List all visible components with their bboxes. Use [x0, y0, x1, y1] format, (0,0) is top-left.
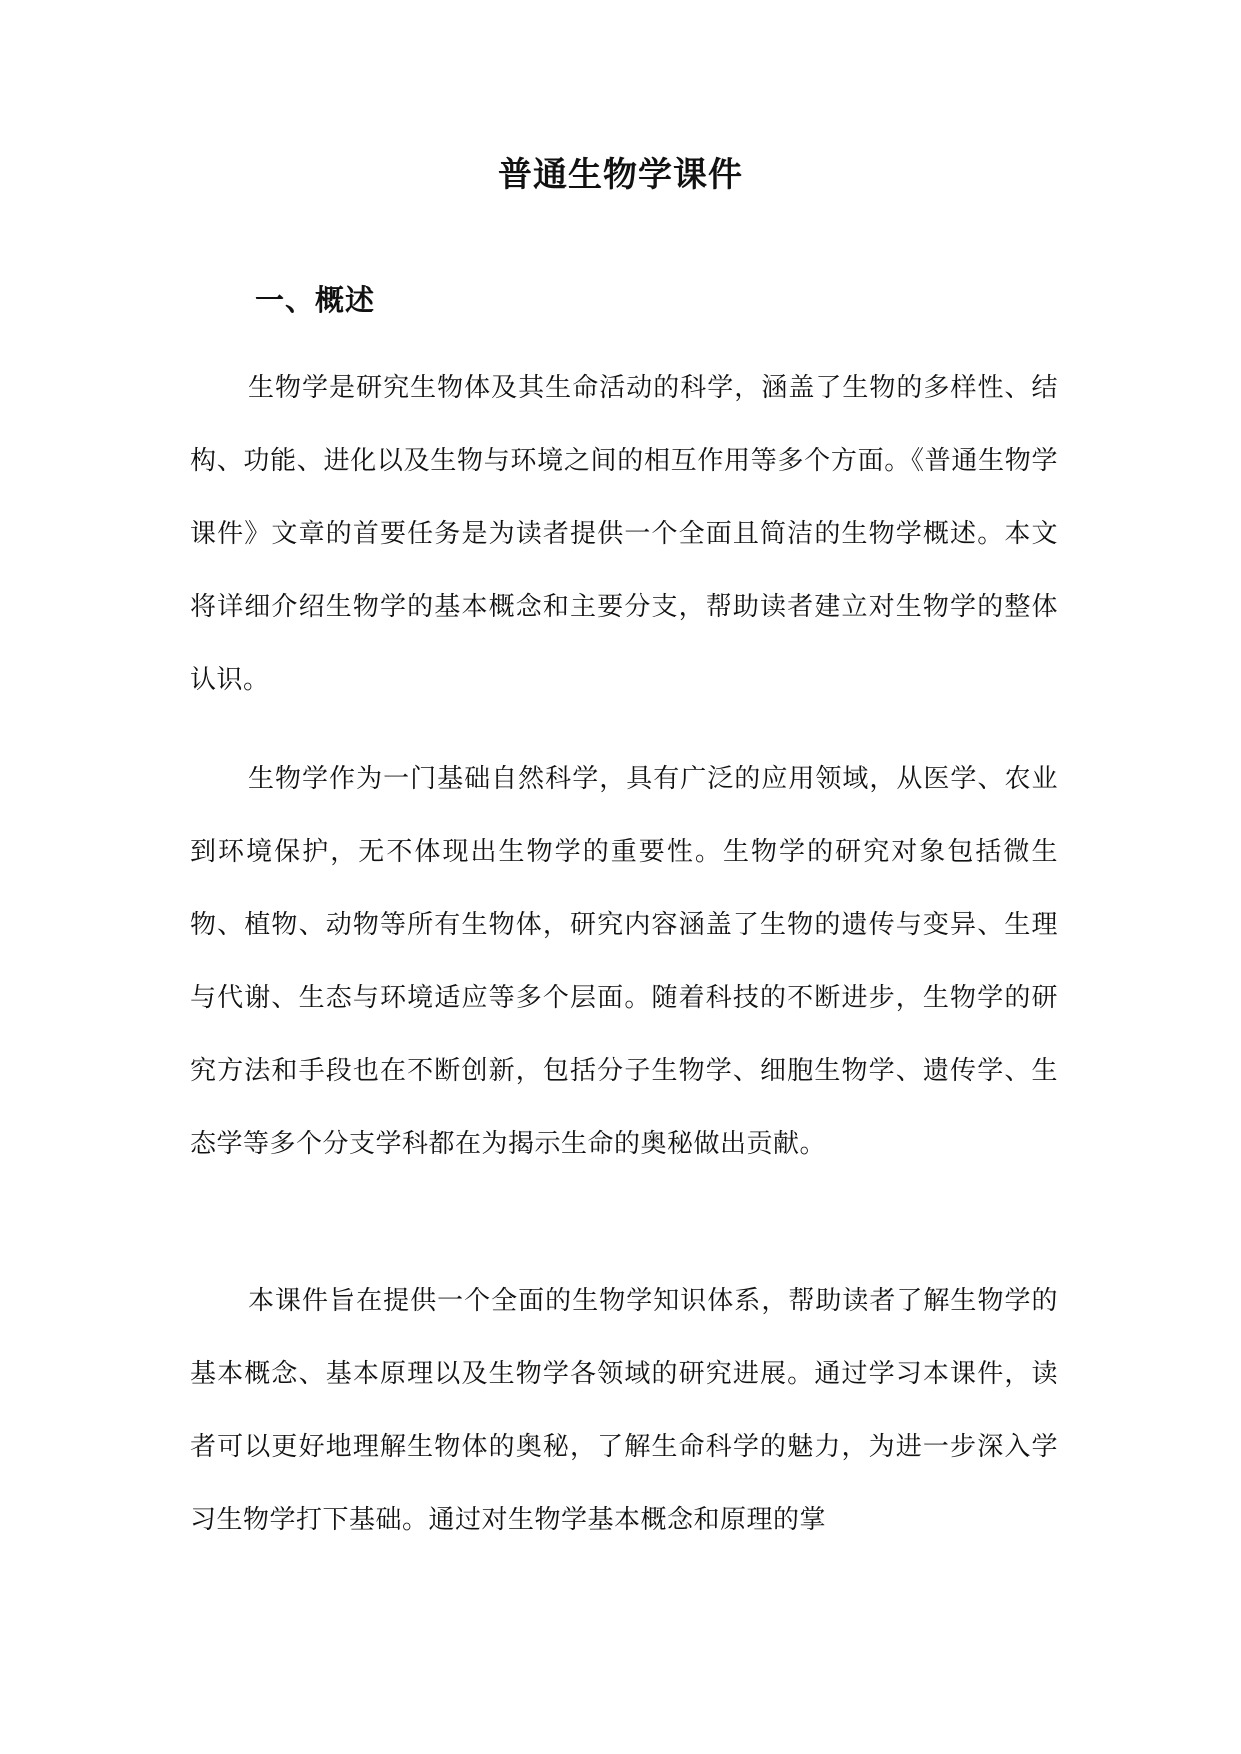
- paragraph: 生物学是研究生物体及其生命活动的科学，涵盖了生物的多样性、结构、功能、进化以及生物与环境之间的相互作用等多个方面。《普通生物学课件》文章的首要任务是为读者提供一个全面且简洁的生物学概述。本文将详细介绍生物学的基本概念和主要分支，帮助读者建立对生物学的整体认识。: [190, 373, 1058, 695]
- paragraph: 生物学作为一门基础自然科学，具有广泛的应用领域，从医学、农业到环境保护，无不体现出生物学的重要性。生物学的研究对象包括微生物、植物、动物等所有生物体，研究内容涵盖了生物的遗传与变异、生理与代谢、生态与环境适应等多个层面。随着科技的不断进步，生物学的研究方法和手段也在不断创新，包括分子生物学、细胞生物学、遗传学、生态学等多个分支学科都在为揭示生命的奥秘做出贡献。: [190, 764, 1058, 1159]
- paragraph: 本课件旨在提供一个全面的生物学知识体系，帮助读者了解生物学的基本概念、基本原理以及生物学各领域的研究进展。通过学习本课件，读者可以更好地理解生物体的奥秘，了解生命科学的魅力，为进一步深入学习生物学打下基础。通过对生物学基本概念和原理的掌: [190, 1286, 1058, 1535]
- page-title: 普通生物学课件: [498, 155, 743, 195]
- section-heading: 一、概述: [255, 283, 376, 317]
